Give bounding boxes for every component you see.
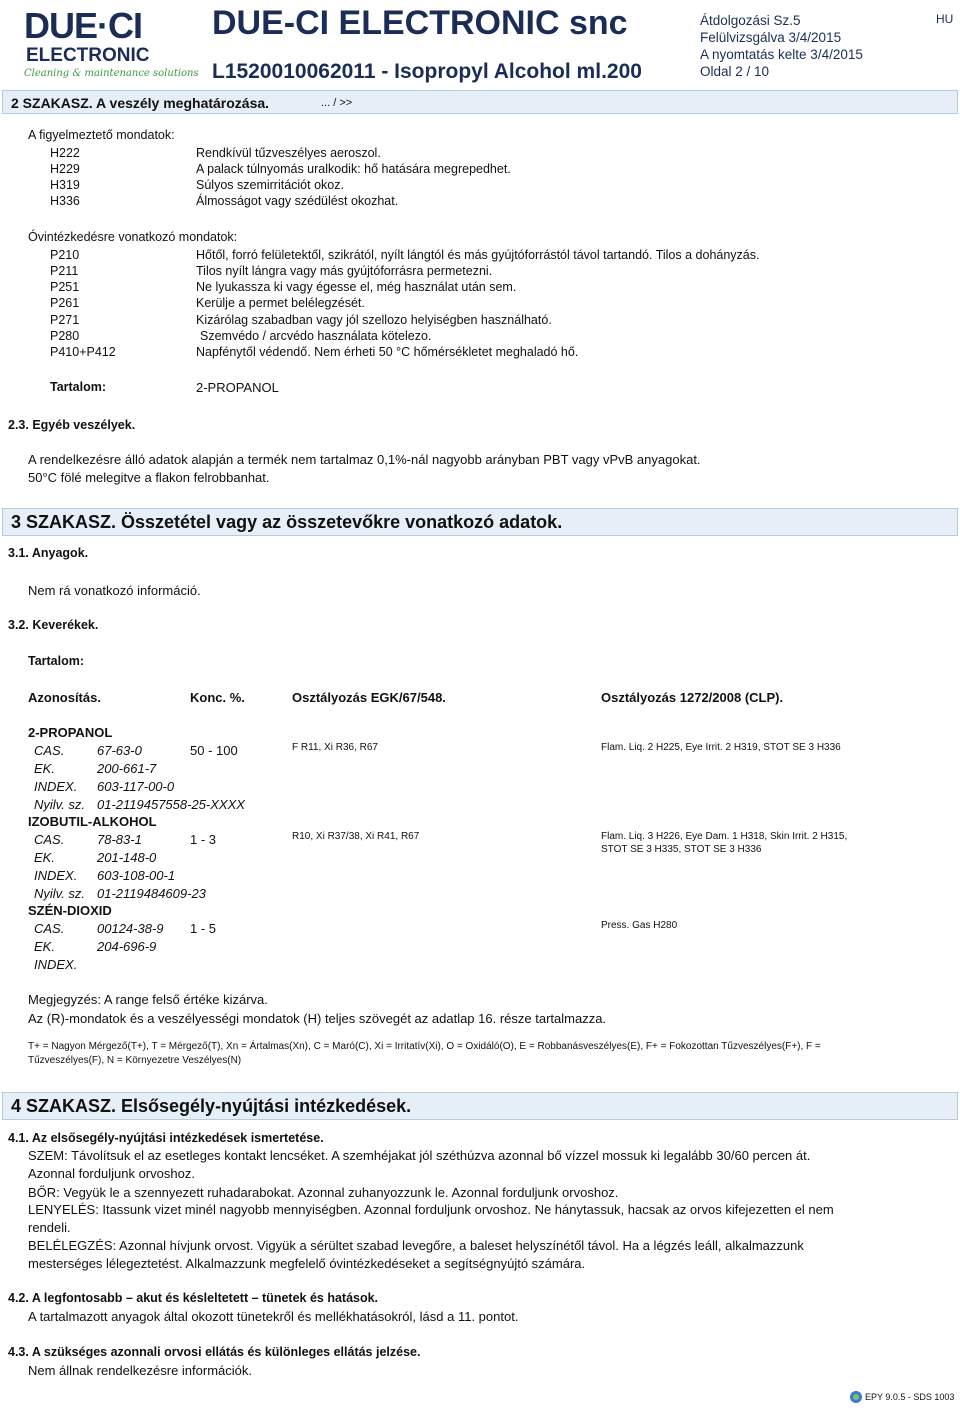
substance-name: IZOBUTIL-ALKOHOL <box>28 814 157 829</box>
medical-attention-text: Nem állnak rendelkezésre információk. <box>28 1363 252 1378</box>
precaution-text: Tilos nyílt lángra vagy más gyújtóforrásra permetezni. <box>196 264 493 278</box>
concentration: 50 - 100 <box>190 743 238 758</box>
mixtures-contains-label: Tartalom: <box>28 654 85 668</box>
id-label: Nyilv. sz. <box>34 797 86 812</box>
clp-classification: STOT SE 3 H335, STOT SE 3 H336 <box>601 844 762 855</box>
first-aid-heading: 4.1. Az elsősegély-nyújtási intézkedések ismertetése. <box>8 1131 324 1145</box>
continued-marker: ... / >> <box>321 97 353 109</box>
id-label: INDEX. <box>34 868 78 883</box>
concentration: 1 - 5 <box>190 921 217 936</box>
substance-name: 2-PROPANOL <box>28 725 113 740</box>
substance-name: SZÉN-DIOXID <box>28 903 112 918</box>
print-date: A nyomtatás kelte 3/4/2015 <box>700 47 863 62</box>
precaution-code: P410+P412 <box>50 345 116 359</box>
clp-classification: Press. Gas H280 <box>601 920 678 931</box>
first-aid-eye: SZEM: Távolítsuk el az esetleges kontakt lencséket. A szemhéjakat jól széthúzva azonnal bő vízzel mossuk ki legalább 30/60 percen át. <box>28 1148 811 1163</box>
precaution-code: P261 <box>50 296 80 310</box>
contains-label: Tartalom: <box>50 380 107 394</box>
language-code: HU <box>936 12 954 26</box>
section-2-title: 2 SZAKASZ. A veszély meghatározása. <box>11 95 270 111</box>
logo-subword: ELECTRONIC <box>26 45 150 66</box>
id-label: INDEX. <box>34 957 78 972</box>
revision-number: Átdolgozási Sz.5 <box>700 13 801 28</box>
id-value: 01-2119457558-25-XXXX <box>97 797 245 812</box>
column-header-egk: Osztályozás EGK/67/548. <box>292 690 446 705</box>
document-header <box>0 0 960 88</box>
id-value: 78-83-1 <box>97 832 142 847</box>
id-label: Nyilv. sz. <box>34 886 86 901</box>
section-4-title: 4 SZAKASZ. Elsősegély-nyújtási intézkedések. <box>11 1096 412 1116</box>
section-3-bar <box>2 508 958 536</box>
id-label: EK. <box>34 850 55 865</box>
precaution-code: P210 <box>50 248 80 262</box>
column-header-id: Azonosítás. <box>28 690 101 705</box>
symptoms-heading: 4.2. A legfontosabb – akut és késleltetett – tünetek és hatások. <box>8 1291 379 1305</box>
id-label: CAS. <box>34 921 65 936</box>
contains-value: 2-PROPANOL <box>196 380 279 395</box>
precaution-code: P211 <box>50 264 79 278</box>
id-label: CAS. <box>34 743 65 758</box>
section-3-title: 3 SZAKASZ. Összetétel vagy az összetevőkre vonatkozó adatok. <box>11 512 563 532</box>
software-logo-icon <box>850 1391 862 1403</box>
note-range: Megjegyzés: A range felső értéke kizárva. <box>28 992 268 1007</box>
precaution-text: Ne lyukassza ki vagy égesse el, még használat után sem. <box>196 280 517 294</box>
precaution-code: P280 <box>50 329 80 343</box>
id-value: 204-696-9 <box>97 939 157 954</box>
id-value: 00124-38-9 <box>97 921 164 936</box>
precaution-code: P251 <box>50 280 80 294</box>
symbol-legend: T+ = Nagyon Mérgező(T+), T = Mérgező(T), Xn = Ártalmas(Xn), C = Maró(C), Xi = Irritatív(Xi), O = Oxidáló(O), E = Robbanásveszélyes(E), F+ = Fokozottan Tűzveszélyes(F+), F = <box>28 1041 821 1052</box>
column-header-clp: Osztályozás 1272/2008 (CLP). <box>601 690 784 705</box>
id-value: 67-63-0 <box>97 743 142 758</box>
hazard-code: H229 <box>50 162 80 176</box>
id-value: 01-2119484609-23 <box>97 886 206 901</box>
clp-classification: Flam. Liq. 2 H225, Eye Irrit. 2 H319, STOT SE 3 H336 <box>601 742 841 753</box>
precaution-text: Hőtől, forró felületektől, szikrától, nyílt lángtól és más gyújtóforrástól távol tartandó. Tilos a dohányzás. <box>196 248 760 262</box>
company-name: DUE-CI ELECTRONIC snc <box>212 4 628 42</box>
hazard-code: H319 <box>50 178 80 192</box>
precaution-text: Napfénytől védendő. Nem érheti 50 °C hőmérsékletet meghaladó hő. <box>196 345 579 359</box>
software-version: EPY 9.0.5 - SDS 1003 <box>865 1392 955 1402</box>
precaution-text: Kerülje a permet belélegzését. <box>196 296 365 310</box>
section-2-bar <box>2 90 958 114</box>
hazard-text: Rendkívül tűzveszélyes aeroszol. <box>196 146 381 160</box>
first-aid-eye: Azonnal forduljunk orvoshoz. <box>28 1166 195 1181</box>
egk-classification: F R11, Xi R36, R67 <box>292 742 378 753</box>
first-aid-inhalation: mesterséges lélegeztetést. Alkalmazzunk megfelelő óvintézkedéseket a segítségnyújtó számára. <box>28 1256 586 1271</box>
product-name: L152001006​2011 - Isopropyl Alcohol ml.200 <box>212 60 642 83</box>
other-hazards-heading: 2.3. Egyéb veszélyek. <box>8 418 136 432</box>
hazard-code: H222 <box>50 146 80 160</box>
logo-slogan: Cleaning & maintenance solutions <box>24 68 199 79</box>
hazard-text: Álmosságot vagy szédülést okozhat. <box>196 194 399 208</box>
hazard-code: H336 <box>50 194 80 208</box>
revision-info <box>700 12 863 80</box>
id-label: CAS. <box>34 832 65 847</box>
hazard-text: Súlyos szemirritációt okoz. <box>196 178 344 192</box>
clp-classification: Flam. Liq. 3 H226, Eye Dam. 1 H318, Skin Irrit. 2 H315, <box>601 831 848 842</box>
id-label: EK. <box>34 761 55 776</box>
logo-wordmark: DUE·CI <box>24 5 142 46</box>
column-header-conc: Konc. %. <box>190 690 245 705</box>
id-value: 603-108-00-1 <box>97 868 176 883</box>
other-hazards-text: 50°C fölé melegitve a flakon felrobbanhat. <box>28 470 270 485</box>
first-aid-ingestion: rendeli. <box>28 1220 71 1235</box>
precaution-text: Szemvédo / arcvédo használata kötelezo. <box>200 329 432 343</box>
egk-classification: R10, Xi R37/38, Xi R41, R67 <box>292 831 420 842</box>
page-number: Oldal 2 / 10 <box>700 64 770 79</box>
first-aid-inhalation: BELÉLEGZÉS: Azonnal hívjunk orvost. Vigyük a sérültet szabad levegőre, a baleset helyszínétől távol. Ha a légzés leáll, alkalmazzunk <box>28 1238 804 1253</box>
precaution-code: P271 <box>50 313 80 327</box>
first-aid-ingestion: LENYELÉS: Itassunk vizet minél nagyobb mennyiségben. Azonnal forduljunk orvoshoz. Ne hánytassuk, hacsak az orvos kifejezetten el nem <box>28 1202 834 1217</box>
note-full-text: Az (R)-mondatok és a veszélyességi mondatok (H) teljes szövegét az adatlap 16. része tartalmazza. <box>28 1011 607 1026</box>
symbol-legend: Tűzveszélyes(F), N = Környezetre Veszélyes(N) <box>28 1055 242 1066</box>
id-label: EK. <box>34 939 55 954</box>
hazard-heading: A figyelmeztető mondatok: <box>28 128 175 142</box>
symptoms-text: A tartalmazott anyagok által okozott tünetekről és mellékhatásokról, lásd a 11. pontot. <box>28 1309 519 1324</box>
substances-heading: 3.1. Anyagok. <box>8 546 89 560</box>
id-value: 603-117-00-0 <box>97 779 175 794</box>
mixtures-heading: 3.2. Keverékek. <box>8 618 99 632</box>
concentration: 1 - 3 <box>190 832 217 847</box>
first-aid-skin: BŐR: Vegyük le a szennyezett ruhadarabokat. Azonnal zuhanyozzunk le. Azonnal forduljunk orvoshoz. <box>28 1185 619 1200</box>
other-hazards-text: A rendelkezésre álló adatok alapján a termék nem tartalmaz 0,1%-nál nagyobb arányban PBT vagy vPvB anyagokat. <box>28 452 701 467</box>
id-value: 201-148-0 <box>97 850 157 865</box>
id-label: INDEX. <box>34 779 78 794</box>
precaution-heading: Óvintézkedésre vonatkozó mondatok: <box>28 230 238 244</box>
substances-text: Nem rá vonatkozó információ. <box>28 583 201 598</box>
section-4-bar <box>2 1092 958 1120</box>
precaution-text: Kizárólag szabadban vagy jól szellozo helyiségben használható. <box>196 313 552 327</box>
medical-attention-heading: 4.3. A szükséges azonnali orvosi ellátás és különleges ellátás jelzése. <box>8 1345 421 1359</box>
reviewed-date: Felülvizsgálva 3/4/2015 <box>700 30 842 45</box>
hazard-text: A palack túlnyomás uralkodik: hő hatására megrepedhet. <box>196 162 511 176</box>
company-logo <box>24 5 199 82</box>
id-value: 200-661-7 <box>97 761 157 776</box>
